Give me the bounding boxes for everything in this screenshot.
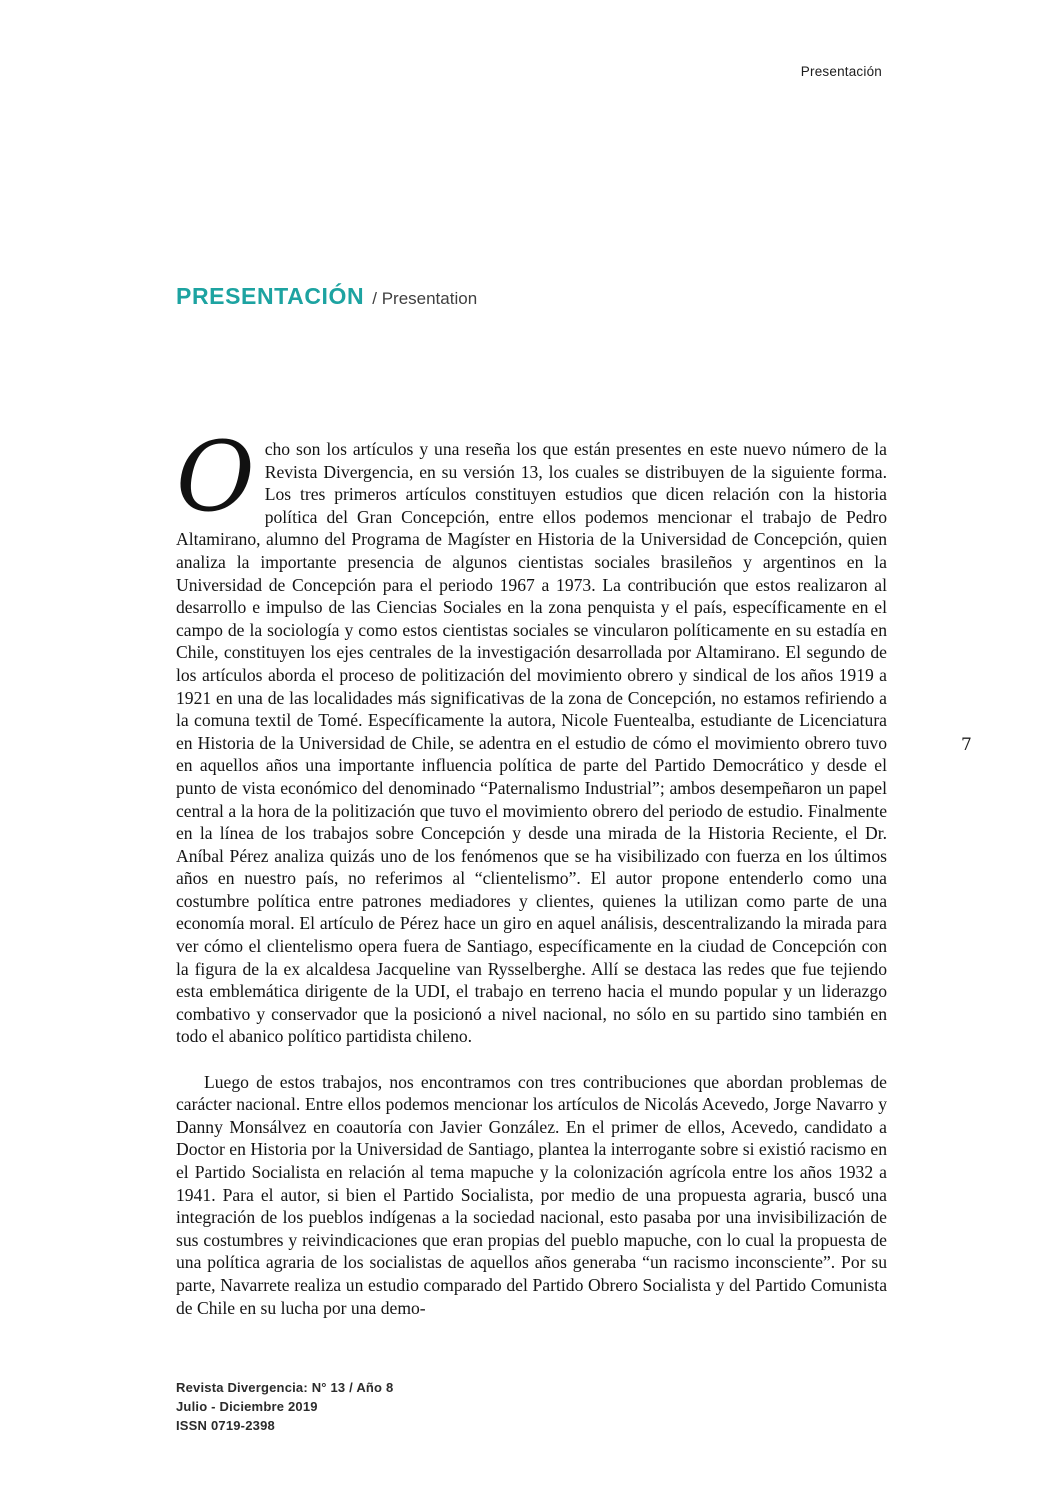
- footer: [176, 1378, 393, 1435]
- footer-date-line: Julio - Diciembre 2019: [176, 1399, 318, 1414]
- running-header: Presentación: [800, 64, 882, 79]
- body-text: [176, 421, 887, 1319]
- footer-journal-line: Revista Divergencia: N° 13 / Año 8: [176, 1380, 394, 1395]
- section-title: [176, 283, 477, 310]
- section-title-subtitle: / Presentation: [372, 289, 478, 308]
- paragraph-1-text: cho son los artículos y una reseña los que están presentes en este nuevo número de la Revista Divergencia, en su versión 13, los cuales se distribuyen de la siguiente forma. Los tres primeros artículos constituyen estudios que dicen relación con la historia política del Gran Concepción, entre ellos podemos mencionar el trabajo de Pedro Altamirano, alumno del Programa de Magíster en Historia de la Universidad de Concepción, quien analiza la importante presencia de algunos cientistas sociales brasileños y argentinos en la Universidad de Concepción para el periodo 1967 a 1973. La contribución que estos realizaron al desarrollo e impulso de las Ciencias Sociales en la zona penquista y el país, específicamente en el campo de la sociología y como estos cientistas sociales se vincularon políticamente en su estadía en Chile, constituyen los ejes centrales de la investigación desarrollada por Altamirano. El segundo de los artículos aborda el proceso de politización del movimiento obrero y sindical de los años 1919 a 1921 en una de las localidades más significativas de la zona de Concepción, no estamos refiriendo a la comuna textil de Tomé. Específicamente la autora, Nicole Fuentealba, estudiante de Licenciatura en Historia de la Universidad de Chile, se adentra en el estudio de cómo el movimiento obrero tuvo en aquellos años una importante influencia política de parte del Partido Democrático y desde el punto de vista económico del denominado “Paternalismo Industrial”; ambos desempeñaron un papel central a la hora de la politización que tuvo el movimiento obrero del periodo de estudio. Finalmente en la línea de los trabajos sobre Concepción y desde una mirada de la Historia Reciente, el Dr. Aníbal Pérez analiza quizás uno de los fenómenos que se ha visibilizado con fuerza en los últimos años en nuestro país, no referimos al “clientelismo”. El autor propone entenderlo como una costumbre política entre patrones mediadores y clientes, quienes la utilizan como parte de una economía moral. El artículo de Pérez hace un giro en aquel análisis, descentralizando la mirada para ver cómo el clientelismo opera fuera de Santiago, específicamente en la ciudad de Concepción con la figura de la ex alcaldesa Jacqueline van Rysselberghe. Allí se destaca las redes que fue tejiendo esta emblemática dirigente de la UDI, el trabajo en terreno hacia el mundo popular y un liderazgo combativo y conservador que la posicionó a nivel nacional, no sólo en su partido sino también en todo el abanico político partidista chileno.: [176, 439, 887, 1047]
- page-number: 7: [961, 735, 972, 755]
- section-title-main: PRESENTACIÓN: [176, 283, 365, 309]
- footer-issn-line: ISSN 0719-2398: [176, 1418, 275, 1433]
- paragraph-1: [176, 421, 887, 1048]
- paragraph-2: Luego de estos trabajos, nos encontramos con tres contribuciones que abordan problemas de carácter nacional. Entre ellos podemos mencionar los artículos de Nicolás Acevedo, Jorge Navarro y Danny Monsálvez en coautoría con Javier González. En el primer de ellos, Acevedo, candidato a Doctor en Historia por la Universidad de Santiago, plantea la interrogante sobre si existió racismo en el Partido Socialista en relación al tema mapuche y la colonización agrícola entre los años 1932 a 1941. Para el autor, si bien el Partido Socialista, por medio de una propuesta agraria, buscó una integración de los pueblos indígenas a la sociedad nacional, esto pasaba por una invisibilización de sus costumbres y reivindicaciones que eran propias del pueblo mapuche, con lo cual la propuesta de una política agraria de los socialistas de aquellos años generaba “un racismo inconsciente”. Por su parte, Navarrete realiza un estudio comparado del Partido Obrero Socialista y del Partido Comunista de Chile en su lucha por una demo-: [176, 1071, 887, 1318]
- drop-cap: O: [176, 421, 255, 533]
